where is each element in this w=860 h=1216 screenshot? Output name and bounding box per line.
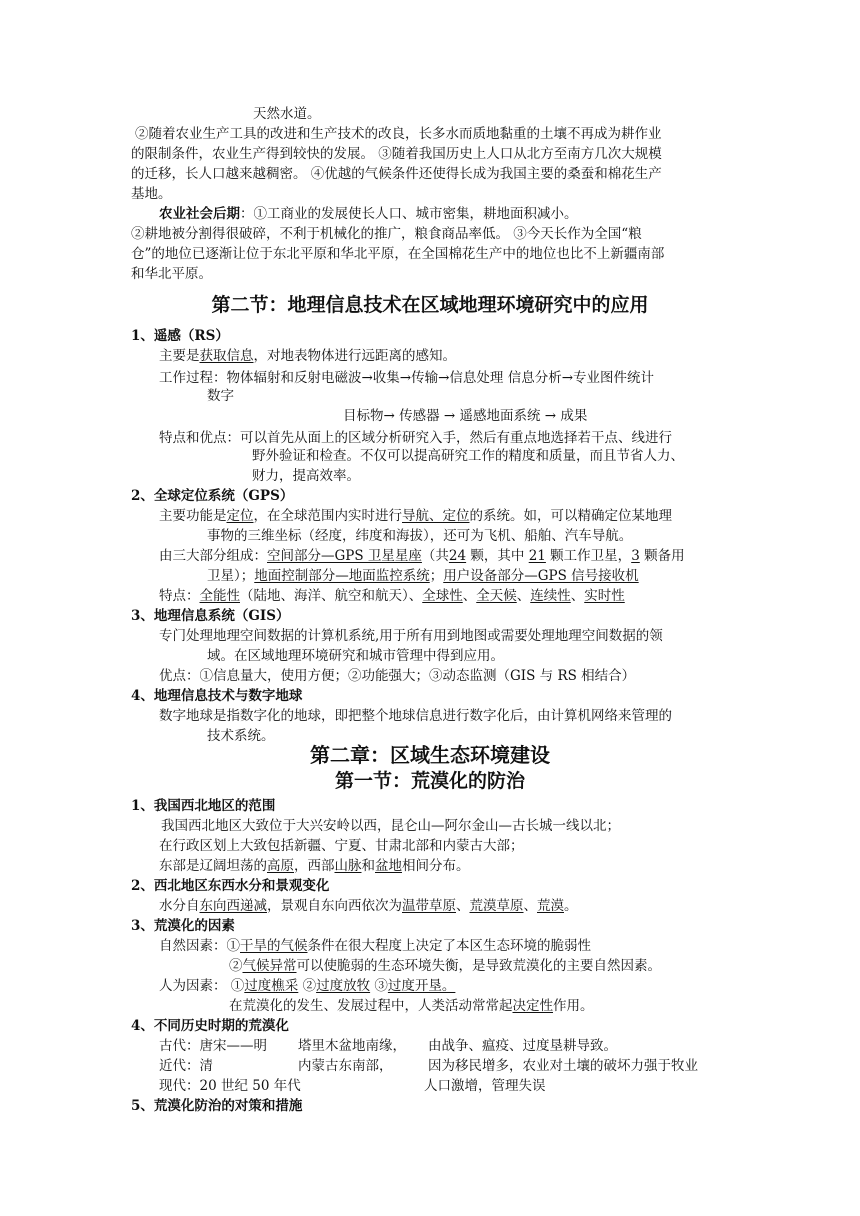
text-span: 人为因素： ① — [159, 978, 245, 994]
text-span: 、 — [523, 898, 537, 914]
text-span: ，对地表物体进行远距离的感知。 — [253, 348, 456, 364]
underlined-term: 山脉 — [334, 858, 362, 874]
underlined-term: 东向西递减 — [199, 898, 267, 914]
period-cell: 古代：唐宋——明 — [159, 1038, 267, 1054]
text-span: 的系统。如，可以精确定位某地理 — [469, 508, 672, 524]
text-span: 可以使脆弱的生态环境失衡，是导致荒漠化的主要自然因素。 — [296, 958, 661, 974]
text-line: ②随着农业生产工具的改进和生产技术的改良，长多水而质地黏重的土壤不再成为耕作业 — [135, 126, 662, 142]
cause-cell: 由战争、瘟疫、过度垦耕导致。 — [428, 1038, 617, 1054]
text-span: 颗工作卫星， — [545, 548, 632, 564]
underlined-term: 高原 — [267, 858, 294, 874]
text-span: 相间分布。 — [402, 858, 470, 874]
text-line — [159, 856, 470, 876]
subsection-heading: 4、地理信息技术与数字地球 — [131, 688, 303, 704]
text-line: 在行政区划上大致包括新疆、宁夏、甘肃北部和内蒙古大部； — [159, 838, 524, 854]
text-span: 。 — [564, 898, 578, 914]
text-line: 天然水道。 — [253, 106, 321, 122]
text-span: 东部是辽阔坦荡的 — [159, 858, 267, 874]
cause-cell: 因为移民增多，农业对土壤的破坏力强于牧业 — [428, 1058, 698, 1074]
underlined-term: 全球性 — [422, 588, 463, 604]
text-span: 、 — [456, 898, 470, 914]
underlined-term: 过度放牧 — [316, 978, 371, 994]
text-line: 事物的三维坐标（经度，纬度和海拔），还可为飞机、船舶、汽车导航。 — [207, 528, 633, 544]
underlined-term: 定位 — [226, 508, 254, 524]
text-span: 、 — [570, 588, 585, 604]
text-span: ② — [298, 978, 317, 994]
text-line: 数字 — [207, 388, 234, 404]
underlined-term: 实时性 — [584, 588, 625, 604]
underlined-term: 荒漠草原 — [469, 898, 524, 914]
subsection-heading: 1、我国西北地区的范围 — [131, 798, 276, 814]
subsection-heading: 1、遥感（RS） — [131, 328, 229, 344]
underlined-term: 气候异常 — [242, 958, 297, 974]
underlined-term: 全天候 — [476, 588, 517, 604]
text-line: 我国西北地区大致位于大兴安岭以西，昆仑山—阿尔金山—古长城一线以北； — [161, 818, 620, 834]
text-line: 技术系统。 — [207, 728, 275, 744]
text-span: 和 — [361, 858, 375, 874]
text-span: 条件在很大程度上决定了本区生态环境的脆弱性 — [307, 938, 591, 954]
underlined-term: 空间部分—GPS 卫星星座 — [267, 548, 422, 564]
text-line: 的迁移，长人口越来越稠密。 ④优越的气候条件还使得长成为我国主要的桑蚕和棉花生产 — [131, 166, 662, 182]
cause-cell: 人口激增，管理失误 — [424, 1078, 546, 1094]
text-span: （陆地、海洋、航空和航天）、 — [240, 588, 423, 604]
text-line — [229, 996, 594, 1016]
text-span: 水分自 — [159, 898, 200, 914]
text-span: 颗备用 — [639, 548, 685, 564]
text-line — [159, 546, 685, 566]
text-line — [159, 204, 578, 224]
text-span: ； — [429, 568, 444, 584]
text-line — [159, 506, 672, 526]
text-span: ，西部 — [294, 858, 335, 874]
underlined-term: 决定性 — [512, 998, 553, 1014]
underlined-term: 全能性 — [199, 588, 240, 604]
text-span: 颗，其中 — [466, 548, 529, 564]
period-cell: 现代：20 世纪 50 年代 — [159, 1078, 301, 1094]
subsection-heading: 4、不同历史时期的荒漠化 — [131, 1018, 289, 1034]
text-span: 主要功能是 — [159, 508, 227, 524]
text-line: 域。在区域地理环境研究和城市管理中得到应用。 — [207, 648, 504, 664]
underlined-term: 盆地 — [375, 858, 402, 874]
text-line — [159, 346, 456, 366]
text-line — [159, 976, 455, 996]
bold-term: 农业社会后期 — [159, 206, 240, 222]
text-span: ③ — [370, 978, 388, 994]
text-line: 专门处理地理空间数据的计算机系统,用于所有用到地图或需要处理地理空间数据的领 — [159, 628, 663, 644]
text-line: 仓”的地位已逐渐让位于东北平原和华北平原，在全国棉花生产中的地位也比不上新疆南部 — [131, 246, 665, 262]
underlined-term: 温带草原 — [402, 898, 456, 914]
text-span: 主要是 — [159, 348, 200, 364]
underlined-term: 干旱的气候 — [240, 938, 308, 954]
underlined-term: 3 — [631, 548, 640, 564]
underlined-term: 过度樵采 — [244, 978, 299, 994]
underlined-term: 21 — [528, 548, 546, 564]
text-span: 作用。 — [553, 998, 594, 1014]
text-line — [159, 936, 591, 956]
section-title: 第二节：地理信息技术在区域地理环境研究中的应用 — [211, 294, 649, 316]
section-title: 第一节：荒漠化的防治 — [334, 770, 525, 792]
subsection-heading: 2、全球定位系统（GPS） — [131, 488, 294, 504]
text-line — [159, 586, 625, 606]
text-span: 由三大部分组成： — [159, 548, 267, 564]
chapter-title: 第二章：区域生态环境建设 — [310, 743, 550, 767]
underlined-term: 获取信息 — [199, 348, 254, 364]
text-line: 野外验证和检查。不仅可以提高研究工作的精度和质量，而且节省人力、 — [252, 448, 684, 464]
underlined-term: 过度开垦。 — [387, 978, 456, 994]
subsection-heading: 2、西北地区东西水分和景观变化 — [131, 878, 330, 894]
subsection-heading: 3、荒漠化的因素 — [131, 918, 235, 934]
text-line — [207, 566, 639, 586]
text-line: 优点：①信息量大，使用方便；②功能强大；③动态监测（GIS 与 RS 相结合） — [159, 668, 636, 684]
text-line: 工作过程：物体辐射和反射电磁波→收集→传输→信息处理 信息分析→专业图件统计 — [159, 370, 655, 386]
text-line: 财力，提高效率。 — [252, 468, 360, 484]
region-cell: 塔里木盆地南缘， — [298, 1038, 406, 1054]
region-cell: 内蒙古东南部， — [298, 1058, 393, 1074]
text-line: ②耕地被分割得很破碎，不利于机械化的推广，粮食商品率低。 ③今天长作为全国“粮 — [131, 226, 642, 242]
flow-line: 目标物→ 传感器 → 遥感地面系统 → 成果 — [343, 408, 588, 424]
underlined-term: 地面控制部分—地面监控系统 — [254, 568, 430, 584]
text-span: ：①工商业的发展使长人口、城市密集，耕地面积减小。 — [240, 206, 578, 222]
underlined-term: 荒漠 — [537, 898, 564, 914]
text-line: 基地。 — [131, 186, 172, 202]
underlined-term: 用户设备部分—GPS 信号接收机 — [443, 568, 639, 584]
subsection-heading: 5、荒漠化防治的对策和措施 — [131, 1098, 303, 1114]
text-line — [229, 956, 661, 976]
text-line: 的限制条件，农业生产得到较快的发展。 ③随着我国历史上人口从北方至南方几次大规模 — [131, 146, 662, 162]
text-span: 、 — [516, 588, 531, 604]
period-cell: 近代：清 — [159, 1058, 213, 1074]
text-line — [159, 896, 578, 916]
text-line: 和华北平原。 — [131, 266, 212, 282]
text-span: 自然因素：① — [159, 938, 240, 954]
text-line: 数字地球是指数字化的地球，即把整个地球信息进行数字化后，由计算机网络来管理的 — [159, 708, 672, 724]
text-span: 在荒漠化的发生、发展过程中，人类活动常常起 — [229, 998, 513, 1014]
text-line: 特点和优点：可以首先从面上的区域分析研究入手，然后有重点地选择若干点、线进行 — [159, 430, 672, 446]
text-span: 、 — [462, 588, 477, 604]
underlined-term: 连续性 — [530, 588, 571, 604]
text-span: ② — [229, 958, 243, 974]
underlined-term: 24 — [448, 548, 467, 564]
text-span: ，景观自东向西依次为 — [267, 898, 402, 914]
text-span: 卫星）； — [207, 568, 255, 584]
text-span: （共 — [421, 548, 449, 564]
underlined-term: 导航、定位 — [402, 508, 470, 524]
text-span: ，在全球范围内实时进行 — [253, 508, 402, 524]
subsection-heading: 3、地理信息系统（GIS） — [131, 608, 290, 624]
text-span: 特点： — [159, 588, 200, 604]
